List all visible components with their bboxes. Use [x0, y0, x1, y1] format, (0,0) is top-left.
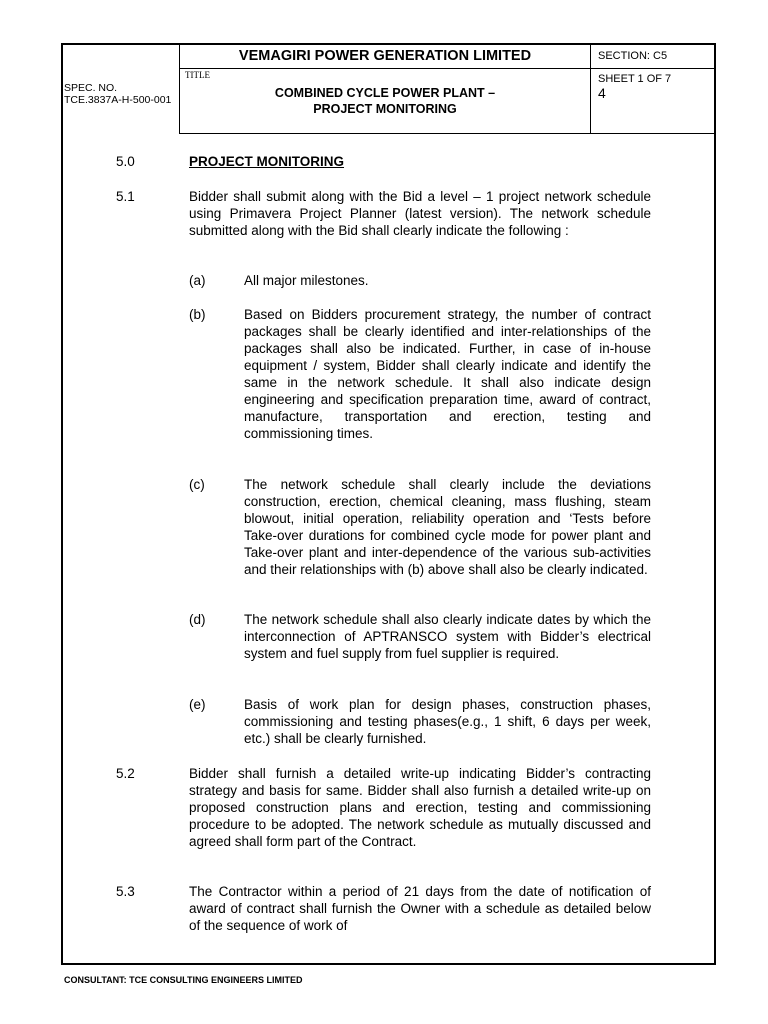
item-a-label: (a) [189, 273, 206, 288]
header-divider-company [179, 68, 716, 69]
item-d-text: The network schedule shall also clearly indicate dates by which the interconnection of APTRANSCO system with Bidder’s electrical system and fuel supply from fuel supplier is required. [244, 612, 651, 661]
document-title [180, 85, 590, 117]
section-heading: PROJECT MONITORING [189, 154, 345, 169]
section-5-1-number: 5.1 [116, 189, 135, 204]
sheet-extra: 4 [598, 85, 606, 101]
item-c-label: (c) [189, 477, 205, 492]
item-b-label: (b) [189, 307, 206, 322]
footer-consultant: CONSULTANT: TCE CONSULTING ENGINEERS LIMITED [64, 975, 303, 985]
header-divider-right [590, 43, 591, 134]
item-e-text: Basis of work plan for design phases, construction phases, commissioning and testing phases(e.g., 1 shift, 6 days per week, etc.) shall be clearly furnished. [244, 697, 651, 746]
title-line-1: COMBINED CYCLE POWER PLANT – [274, 86, 496, 100]
sheet-number: SHEET 1 OF 7 [598, 73, 672, 85]
item-d-label: (d) [189, 612, 206, 627]
section-5-3-text: The Contractor within a period of 21 days from the date of notification of award of contract shall furnish the Owner with a schedule as detailed below of the sequence of work of [189, 884, 651, 933]
title-line-2: PROJECT MONITORING [313, 102, 457, 116]
item-c-text: The network schedule shall clearly include the deviations construction, erection, chemical cleaning, mass flushing, steam blowout, initial operation, reliability operation and ‘Tests before Take-over durations for combined cycle mode for power plant and Take-over plant and inter-dependence of the various sub-activities and their relationships with (b) above shall also be clearly indicated. [244, 477, 651, 577]
section-5-0-number: 5.0 [116, 154, 135, 169]
section-5-3-number: 5.3 [116, 884, 135, 899]
item-a-text: All major milestones. [244, 273, 369, 288]
header-bottom-line [179, 133, 716, 134]
spec-label: SPEC. NO. [64, 82, 118, 94]
company-name: VEMAGIRI POWER GENERATION LIMITED [238, 48, 532, 64]
item-b-text: Based on Bidders procurement strategy, the number of contract packages shall be clearly identified and inter-relationships of the packages shall also be indicated. Further, in case of in-house equipment / system, Bidder shall clearly indicate and identify the same in the network schedule. It shall also indicate design engineering and specification preparation time, award of contract, manufacture, transportation and erection, testing and commissioning times. [244, 307, 651, 441]
spec-block [64, 82, 184, 106]
section-5-1-text: Bidder shall submit along with the Bid a level – 1 project network schedule using Primavera Project Planner (latest version). The network schedule submitted along with the Bid shall clearly indicate the following : [189, 189, 651, 238]
sheet-block [598, 72, 671, 100]
section-5-2-number: 5.2 [116, 766, 135, 781]
item-e-label: (e) [189, 697, 206, 712]
spec-number: TCE.3837A-H-500-001 [64, 94, 172, 106]
title-label: TITLE [185, 70, 210, 80]
section-5-2-text: Bidder shall furnish a detailed write-up indicating Bidder’s contracting strategy and basis for same. Bidder shall also furnish a detailed write-up on proposed construction plans and erection, testing and commissioning procedure to be adopted. The network schedule as mutually discussed and agreed shall form part of the Contract. [189, 766, 651, 849]
section-number: SECTION: C5 [598, 50, 668, 62]
